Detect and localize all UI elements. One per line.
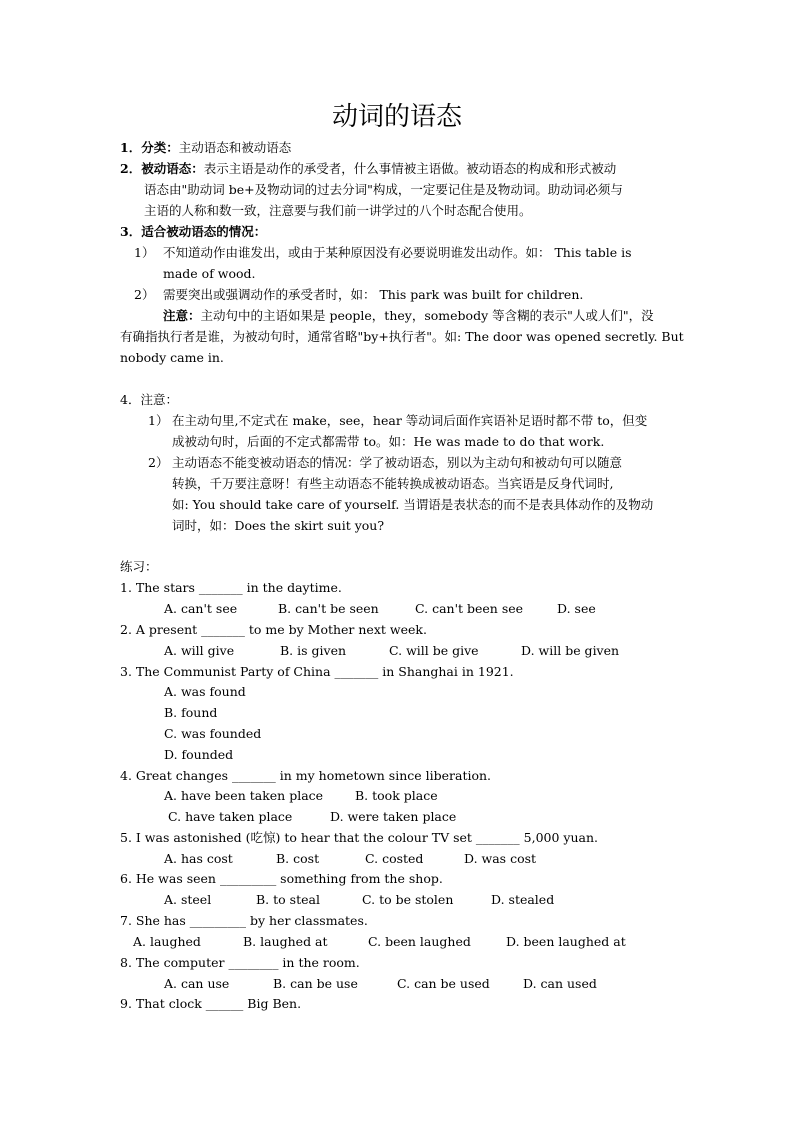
section-3-item-1-number: 1） [134, 245, 155, 260]
section-4-item-2-number: 2） [148, 455, 169, 470]
section-4-item-2-line-2: 转换，千万要注意呀！有些主动语态不能转换成被动语态。当宾语是反身代词时, [172, 476, 614, 491]
section-1 [120, 140, 291, 156]
question-1-option-d: D. see [557, 601, 596, 616]
question-6-option-b: B. to steal [256, 892, 320, 907]
question-2-option-a: A. will give [164, 643, 235, 658]
section-3-note-line-1 [163, 308, 654, 324]
section-label: 适合被动语态的情况： [141, 224, 267, 239]
section-number: 2． [120, 161, 142, 176]
question-2-option-c: C. will be give [389, 643, 479, 658]
question-4-option-c: C. have taken place [168, 809, 293, 824]
section-number: 1． [120, 140, 142, 155]
section-4-item-2-line-1: 主动语态不能变被动语态的情况：学了被动语态，别以为主动句和被动句可以随意 [172, 455, 623, 470]
question-3-option-a: A. was found [164, 684, 246, 699]
section-text: 表示主语是动作的承受者，什么事情被主语做。被动语态的构成和形式被动 [203, 161, 617, 176]
question-8-stem: 8. The computer ________ in the room. [120, 955, 360, 970]
section-4-heading [120, 392, 178, 408]
section-text: 主动语态和被动语态 [178, 140, 292, 155]
section-3-item-2-number: 2） [134, 287, 155, 302]
question-3-option-c: C. was founded [164, 726, 262, 741]
section-4-item-2-line-4: 词时，如：Does the skirt suit you? [172, 518, 385, 533]
question-7-option-d: D. been laughed at [506, 934, 626, 949]
question-2-stem: 2. A present _______ to me by Mother next week. [120, 622, 427, 637]
question-5-option-a: A. has cost [164, 851, 233, 866]
question-6-option-d: D. stealed [491, 892, 555, 907]
question-7-stem: 7. She has _________ by her classmates. [120, 913, 368, 928]
question-6-option-c: C. to be stolen [362, 892, 454, 907]
section-4-item-2-line-3: 如: You should take care of yourself. 当谓语是表状态的而不是表具体动作的及物动 [172, 497, 654, 512]
question-7-option-b: B. laughed at [243, 934, 328, 949]
question-2-option-b: B. is given [280, 643, 347, 658]
section-4-item-1-number: 1） [148, 413, 169, 428]
question-7-option-a: A. laughed [133, 934, 201, 949]
question-8-option-d: D. can used [523, 976, 597, 991]
question-4-option-b: B. took place [355, 788, 438, 803]
section-label: 注意： [140, 392, 178, 407]
question-6-option-a: A. steel [164, 892, 212, 907]
question-4-option-d: D. were taken place [330, 809, 457, 824]
section-2-line-2: 语态由"助动词 be+及物动词的过去分词"构成，一定要记住是及物动词。助动词必须与 [144, 182, 623, 197]
question-4-stem: 4. Great changes _______ in my hometown since liberation. [120, 768, 492, 783]
question-1-stem: 1. The stars _______ in the daytime. [120, 580, 342, 595]
question-1-option-c: C. can't been see [415, 601, 524, 616]
question-7-option-c: C. been laughed [368, 934, 471, 949]
question-5-option-c: C. costed [365, 851, 424, 866]
question-9-stem: 9. That clock ______ Big Ben. [120, 996, 302, 1011]
section-3-item-1-line-2: made of wood. [163, 266, 256, 281]
note-text: 主动句中的主语如果是 people，they，somebody 等含糊的表示"人或人们"，没 [200, 308, 654, 323]
section-2-line-3: 主语的人称和数一致，注意要与我们前一讲学过的八个时态配合使用。 [144, 203, 532, 218]
question-5-option-b: B. cost [276, 851, 320, 866]
section-3-item-1-line-1: 不知道动作由谁发出，或由于某种原因没有必要说明谁发出动作。如： This table is [163, 245, 632, 260]
section-4-item-1-line-1: 在主动句里,不定式在 make，see，hear 等动词后面作宾语补足语时都不带 to，但变 [172, 413, 648, 428]
section-3-note-line-3: nobody came in. [120, 350, 224, 365]
question-5-stem: 5. I was astonished (吃惊) to hear that the colour TV set _______ 5,000 yuan. [120, 830, 598, 845]
question-1-option-a: A. can't see [164, 601, 238, 616]
section-3-note-line-2: 有确指执行者是谁，为被动句时，通常省略"by+执行者"。如: The door was opened secretly. But [120, 329, 684, 344]
question-3-option-b: B. found [164, 705, 218, 720]
section-3-heading [120, 224, 266, 240]
section-4-item-1-line-2: 成被动句时，后面的不定式都需带 to。如：He was made to do that work. [172, 434, 605, 449]
page-title: 动词的语态 [331, 102, 462, 132]
question-5-option-d: D. was cost [464, 851, 537, 866]
question-8-option-b: B. can be use [273, 976, 358, 991]
question-8-option-a: A. can use [164, 976, 230, 991]
note-label: 注意： [163, 308, 201, 323]
question-6-stem: 6. He was seen _________ something from the shop. [120, 871, 443, 886]
section-label: 分类： [141, 140, 179, 155]
question-3-option-d: D. founded [164, 747, 234, 762]
question-3-stem: 3. The Communist Party of China _______ in Shanghai in 1921. [120, 664, 514, 679]
section-number: 3． [120, 224, 142, 239]
question-2-option-d: D. will be given [521, 643, 620, 658]
section-3-item-2-text: 需要突出或强调动作的承受者时，如： This park was built for children. [163, 287, 584, 302]
section-number: 4． [120, 392, 141, 407]
section-2-line-1 [120, 161, 616, 177]
question-1-option-b: B. can't be seen [278, 601, 379, 616]
section-label: 被动语态： [141, 161, 204, 176]
exercises-heading: 练习： [120, 559, 158, 574]
question-4-option-a: A. have been taken place [164, 788, 324, 803]
question-8-option-c: C. can be used [397, 976, 490, 991]
